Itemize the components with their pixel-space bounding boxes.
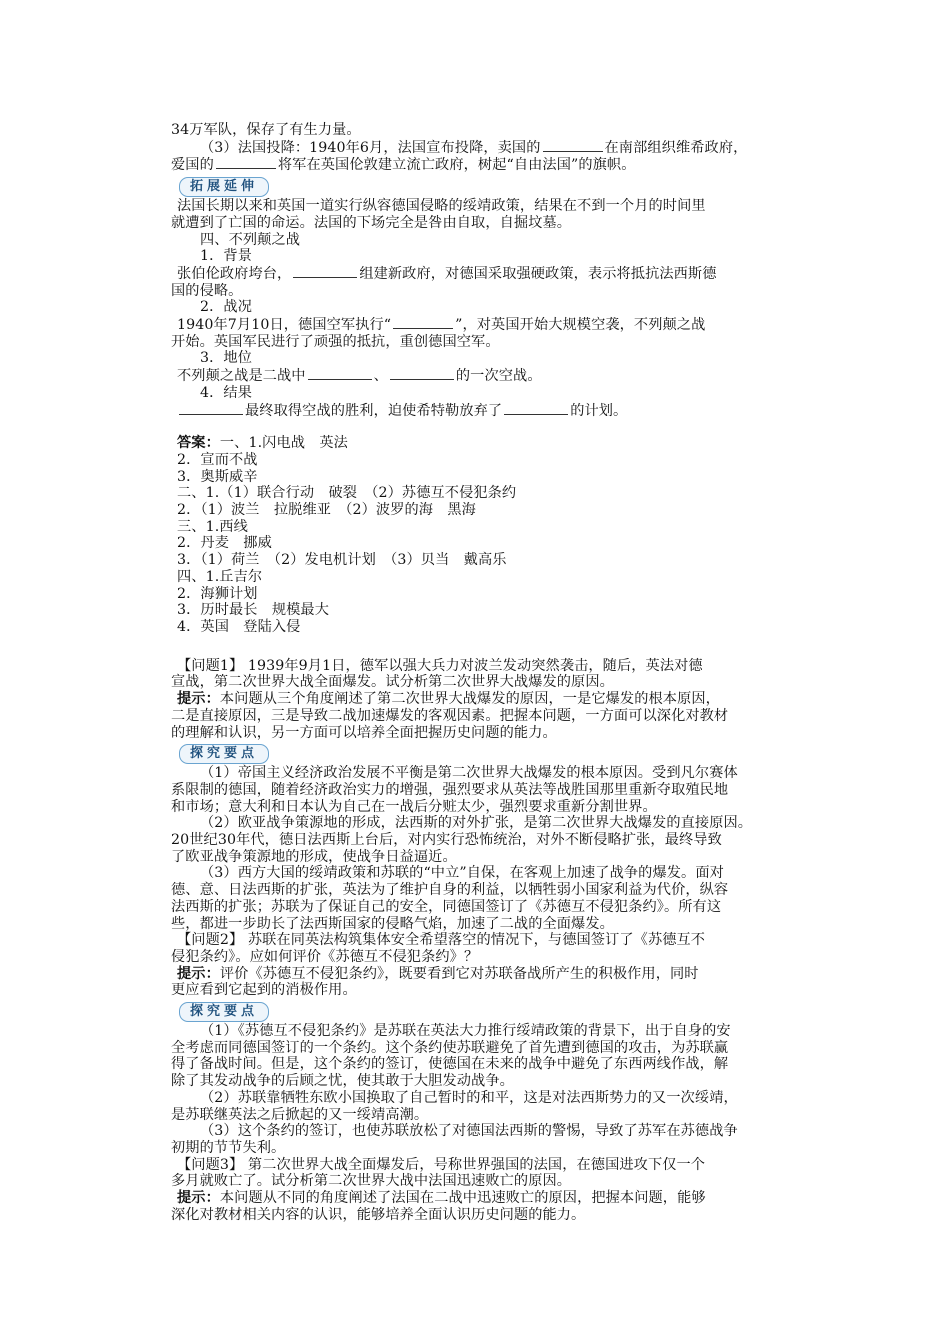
text-line: 得了备战时间。但是，这个条约的签订，使德国在未来的战争中避免了东西两线作战，解 [171,1056,729,1073]
hint-line: 提示：评价《苏德互不侵犯条约》，既要看到它对苏联备战所产生的积极作用，同时 [177,965,699,982]
text-line: （3）西方大国的绥靖政策和苏联的“中立”自保，在客观上加速了战争的爆发。面对 [200,865,724,882]
text-line: 法西斯的扩张；苏联为了保证自己的安全，同德国签订了《苏德互不侵犯条约》。所有这 [171,898,722,915]
answer-line: 2．（1）波兰 拉脱维亚 （2）波罗的海 黑海 [177,502,476,519]
text-line: 深化对教材相关内容的认识，能够培养全面认识历史问题的能力。 [171,1206,586,1223]
answer-line: 三、1.西线 [177,518,248,535]
text-line: 德、意、日法西斯的扩张，英法为了维护自身的利益，以牺牲弱小国家利益为代价，纵容 [171,882,729,899]
text-line: 了欧亚战争策源地的形成，使战争日益逼近。 [171,848,457,865]
sub-heading: 2．战况 [200,299,252,316]
text-line: 除了其发动战争的后顾之忧，使其敢于大胆发动战争。 [171,1073,514,1090]
text-line: 最终取得空战的胜利，迫使希特勒放弃了 的计划。 [171,402,811,420]
answer-line: 二、1.（1）联合行动 破裂 （2）苏德互不侵犯条约 [177,485,517,502]
sub-heading: 3．地位 [200,350,252,367]
sub-heading: 4．结果 [200,384,252,401]
text-line: 张伯伦政府垮台， 组建新政府，对德国采取强硬政策，表示将抵抗法西斯德 [177,265,717,282]
text-line: 34万军队，保存了有生力量。 [171,122,361,138]
question-2: 【问题2】 苏联在同英法构筑集体安全希望落空的情况下，与德国签订了《苏德互不 [177,932,706,949]
text-line: 侵犯条约》。应如何评价《苏德互不侵犯条约》？ [171,948,479,965]
question-1: 【问题1】 1939年9月1日，德军以强大兵力对波兰发动突然袭击，随后，英法对德 [177,657,703,674]
badge-tuozhan-yanshen: 拓展延伸 [179,177,269,197]
answer-line: 4．英国 登陆入侵 [177,618,301,635]
text-line: 国的侵略。 [171,282,243,299]
fill-blank [308,367,372,380]
hint-line: 提示：本问题从三个角度阐述了第二次世界大战爆发的原因，一是它爆发的根本原因， [177,691,720,708]
fill-blank [393,316,453,329]
text-line: 更应看到它起到的消极作用。 [171,982,357,999]
answer-label: 答案： [177,435,220,452]
text-line: 1940年7月10日，德国空军执行“ ”，对英国开始大规模空袭，不列颠之战 [177,317,706,334]
answer-line: 2．宣而不战 [177,451,258,468]
text-line: （1）《苏德互不侵犯条约》是苏联在英法大力推行绥靖政策的背景下，出于自身的安 [200,1023,731,1040]
text-line: （1）帝国主义经济政治发展不平衡是第二次世界大战爆发的根本原因。受到凡尔赛体 [200,765,738,782]
answer-line: 四、1.丘吉尔 [177,568,263,585]
text-line: 是苏联继英法之后掀起的又一绥靖高潮。 [171,1106,429,1123]
text-line: （2）苏联靠牺牲东欧小国换取了自己暂时的和平，这是对法西斯势力的又一次绥靖， [200,1089,738,1106]
hint-label: 提示： [177,965,220,982]
hint-label: 提示： [177,1190,220,1207]
text-line: （2）欧亚战争策源地的形成，法西斯的对外扩张，是第二次世界大战爆发的直接原因。 [200,815,753,832]
fill-blank [216,156,276,169]
text-line: 爱国的 将军在英国伦敦建立流亡政府，树起“自由法国”的旗帜。 [171,157,636,174]
document-page [171,122,811,1223]
text-line: 初期的节节失利。 [171,1139,286,1156]
fill-blank [504,402,568,415]
badge-tanjiu-yaodian: 探究要点 [179,744,269,764]
hint-line: 提示：本问题从不同的角度阐述了法国在二战中迅速败亡的原因，把握本问题，能够 [177,1190,706,1207]
text-line: （3）法国投降：1940年6月，法国宣布投降，卖国的 在南部组织维希政府， [200,139,748,156]
fill-blank [179,402,243,415]
text-line: 不列颠之战是二战中 、 的一次空战。 [177,368,542,385]
fill-blank [390,367,454,380]
text-line: （3）这个条约的签订，也使苏联放松了对德国法西斯的警惕，导致了苏军在苏德战争 [200,1123,738,1140]
text-line: 些，都进一步助长了法西斯国家的侵略气焰，加速了二战的全面爆发。 [171,915,614,932]
text-line: 开始。英国军民进行了顽强的抵抗，重创德国空军。 [171,333,500,350]
text-line: 二是直接原因，三是导致二战加速爆发的客观因素。把握本问题，一方面可以深化对教材 [171,707,729,724]
fill-blank [543,139,603,152]
fill-blank [293,265,357,278]
section-heading: 四、不列颠之战 [200,231,301,248]
badge-tanjiu-yaodian: 探究要点 [179,1002,269,1022]
answer-line: 3．奥斯威辛 [177,468,258,485]
text-line: 宣战，第二次世界大战全面爆发。试分析第二次世界大战爆发的原因。 [171,674,614,691]
hint-label: 提示： [177,691,220,708]
answer-line: 答案：一、1.闪电战 英法 [177,435,348,452]
text-line: 20世纪30年代，德日法西斯上台后，对内实行恐怖统治，对外不断侵略扩张，最终导致 [171,832,722,849]
text-line: 就遭到了亡国的命运。法国的下场完全是咎由自取，自掘坟墓。 [171,214,572,231]
answer-line: 2．海狮计划 [177,585,258,602]
answer-line: 3．（1）荷兰 （2）发电机计划 （3）贝当 戴高乐 [177,552,507,569]
question-3: 【问题3】 第二次世界大战全面爆发后，号称世界强国的法国，在德国进攻下仅一个 [177,1156,706,1173]
text-line: 系限制的德国，随着经济政治实力的增强，强烈要求从英法等战胜国那里重新夺取殖民地 [171,781,729,798]
text-line: 和市场；意大利和日本认为自己在一战后分赃太少，强烈要求重新分割世界。 [171,798,657,815]
sub-heading: 1．背景 [200,248,252,265]
answer-line: 2．丹麦 挪威 [177,535,272,552]
text-line: 法国长期以来和英国一道实行纵容德国侵略的绥靖政策，结果在不到一个月的时间里 [177,198,706,215]
text-line: 的理解和认识，另一方面可以培养全面把握历史问题的能力。 [171,724,557,741]
text-line: 全考虑而同德国签订的一个条约。这个条约使苏联避免了首先遭到德国的攻击，为苏联赢 [171,1039,729,1056]
answer-line: 3．历时最长 规模最大 [177,602,330,619]
text-line: 多月就败亡了。试分析第二次世界大战中法国迅速败亡的原因。 [171,1173,572,1190]
